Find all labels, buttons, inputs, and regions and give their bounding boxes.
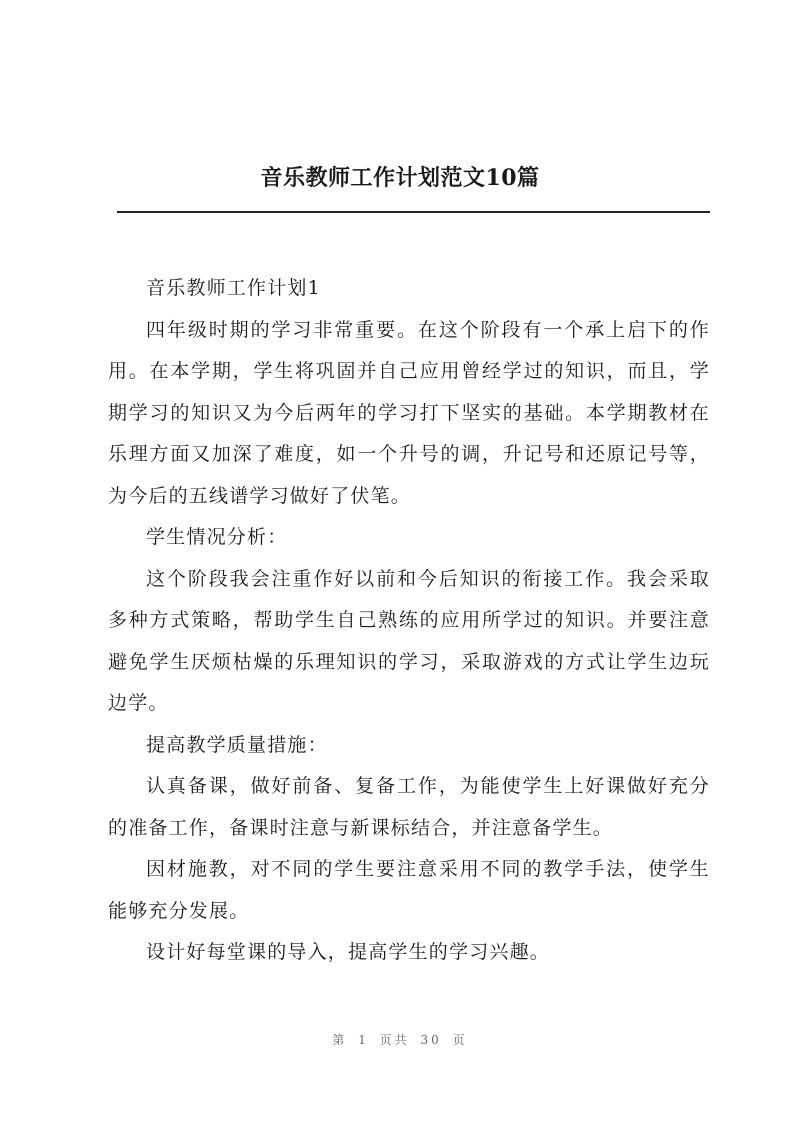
page-title: 音乐教师工作计划范文10篇	[260, 165, 540, 191]
body-paragraph: 设计好每堂课的导入，提高学生的学习兴趣。	[146, 941, 551, 963]
section-heading: 提高教学质量措施：	[146, 733, 328, 756]
body-paragraph: 这个阶段我会注重作好以前和今后知识的衔接工作。我会采取多种方式策略，帮助学生自己熟练的应用所学过的知识。并要注意避免学生厌烦枯燥的乐理知识的学习，采取游戏的方式让学生边玩边学。	[108, 567, 710, 714]
page-number-footer: 第 1 页共 30 页	[332, 1033, 468, 1047]
section-heading: 学生情况分析：	[146, 526, 288, 548]
body-paragraph: 认真备课，做好前备、复备工作，为能使学生上好课做好充分的准备工作，备课时注意与新课标结合，并注意备学生。	[108, 775, 710, 839]
body-paragraph: 四年级时期的学习非常重要。在这个阶段有一个承上启下的作用。在本学期，学生将巩固并自己应用曾经学过的知识，而且，学期学习的知识又为今后两年的学习打下坚实的基础。本学期教材在乐理方面又加深了难度，如一个升号的调，升记号和还原记号等，为今后的五线谱学习做好了伏笔。	[108, 318, 710, 507]
body-paragraph: 因材施教，对不同的学生要注意采用不同的教学手法，使学生能够充分发展。	[108, 858, 710, 922]
title-divider	[117, 211, 710, 213]
section-heading: 音乐教师工作计划1	[146, 277, 321, 299]
document-body	[108, 268, 710, 974]
